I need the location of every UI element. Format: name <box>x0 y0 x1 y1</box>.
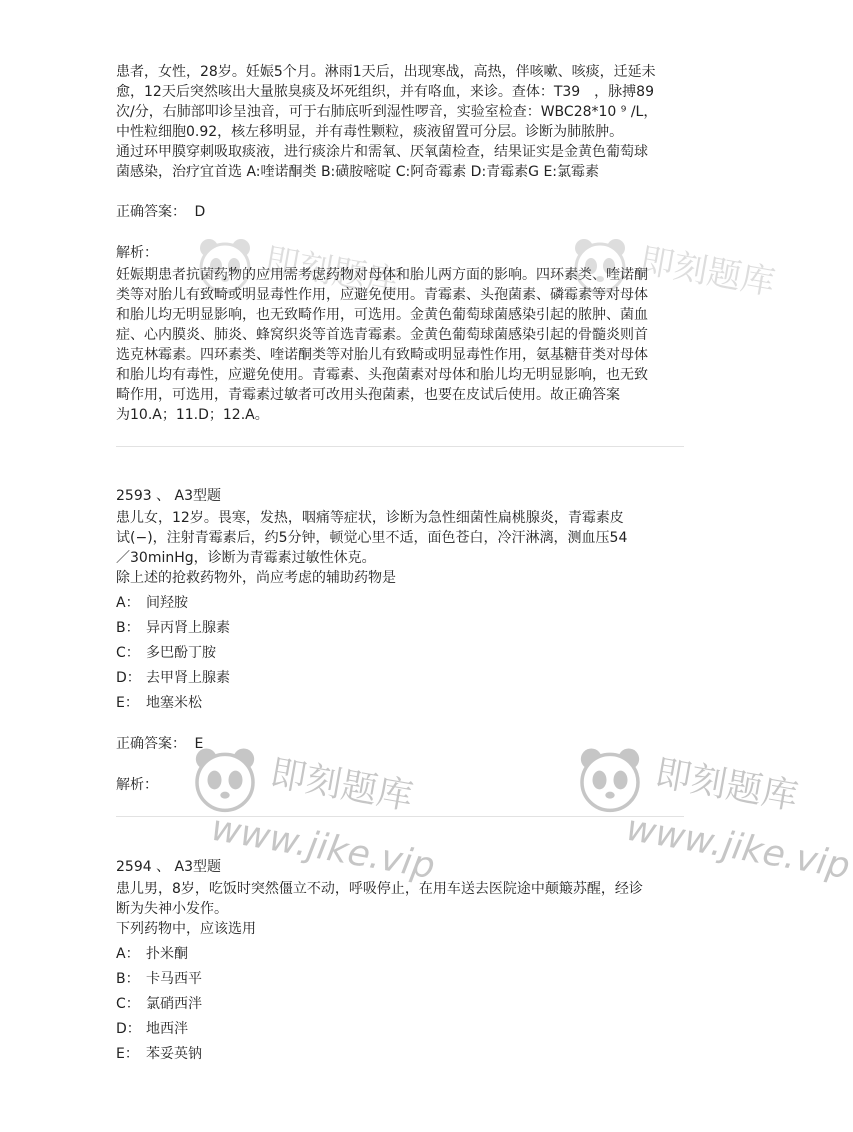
option-text: 地塞米松 <box>146 695 202 711</box>
q1-analysis-label: 解析： <box>116 245 158 261</box>
q1-analysis-line: 选克林霉素。四环素类、喹诺酮类等对胎儿有致畸或明显毒性作用，氨基糖苷类对母体 <box>116 347 648 363</box>
q3-option-a <box>116 944 188 964</box>
option-letter: D： <box>116 1021 141 1037</box>
q1-analysis-line: 为10.A；11.D；12.A。 <box>116 407 269 423</box>
answer-value: D <box>194 204 206 220</box>
q3-stem-line: 断为失神小发作。 <box>116 901 228 917</box>
option-letter: A： <box>116 595 140 611</box>
q1-stem-line: 次/分，右肺部叩诊呈浊音，可于右肺底听到湿性啰音，实验室检查：WBC28*10 ⁹ /L， <box>116 104 658 120</box>
q2-stem-line: 患儿女，12岁。畏寒，发热，咽痛等症状，诊断为急性细菌性扁桃腺炎，青霉素皮 <box>116 510 624 526</box>
q1-stem <box>116 62 691 182</box>
q3-stem-line: 患儿男，8岁，吃饭时突然僵立不动，呼吸停止，在用车送去医院途中颠簸苏醒，经诊 <box>116 881 643 897</box>
q3-header: 2594 、 A3型题 <box>116 859 222 875</box>
q1-stem-line: 愈，12天后突然咳出大量脓臭痰及坏死组织，并有咯血，来诊。查体：T39 ，脉搏89 <box>116 84 654 100</box>
q3-option-b <box>116 969 202 989</box>
q2-option-d <box>116 668 230 688</box>
option-letter: A： <box>116 946 140 962</box>
q2-option-a <box>116 593 188 613</box>
q3-stem-line: 下列药物中，应该选用 <box>116 921 256 937</box>
q1-stem-line: 中性粒细胞0.92，核左移明显，并有毒性颗粒，痰液留置可分层。诊断为肺脓肿。 <box>116 124 624 140</box>
q1-analysis-line: 和胎儿均无明显影响，也无致畸作用，可选用。金黄色葡萄球菌感染引起的脓肿、菌血 <box>116 307 648 323</box>
q1-analysis-line: 畸作用，可选用，青霉素过敏者可改用头孢菌素，也要在皮试后使用。故正确答案 <box>116 387 620 403</box>
option-letter: D： <box>116 670 141 686</box>
q1-answer <box>116 202 691 222</box>
q1-analysis-line: 类等对胎儿有致畸或明显毒性作用，应避免使用。青霉素、头孢菌素、磷霉素等对母体 <box>116 287 648 303</box>
q2-option-c <box>116 643 216 663</box>
option-text: 卡马西平 <box>146 971 202 987</box>
option-text: 氯硝西泮 <box>146 996 202 1012</box>
option-text: 去甲肾上腺素 <box>146 670 230 686</box>
q3-option-e <box>116 1044 202 1064</box>
q1-stem-line: 患者，女性，28岁。妊娠5个月。淋雨1天后，出现寒战，高热，伴咳嗽、咳痰，迁延未 <box>116 64 656 80</box>
q3-option-d <box>116 1019 188 1039</box>
option-letter: B： <box>116 971 140 987</box>
option-text: 扑米酮 <box>146 946 188 962</box>
section-divider <box>116 446 684 447</box>
q2-stem-line: 试(−)，注射青霉素后，约5分钟，顿觉心里不适，面色苍白，冷汗淋漓，测血压54 <box>116 530 628 546</box>
q2-stem-line: ／30minHg，诊断为青霉素过敏性休克。 <box>116 550 376 566</box>
answer-label: 正确答案： <box>116 736 186 752</box>
option-text: 地西泮 <box>146 1021 188 1037</box>
watermark-url: www.jike.vip <box>208 807 438 888</box>
option-text: 异丙肾上腺素 <box>146 620 230 636</box>
q3-stem <box>116 879 691 939</box>
option-text: 多巴酚丁胺 <box>146 645 216 661</box>
watermark-brand: 即刻题库 <box>636 240 778 304</box>
q1-stem-line: 菌感染，治疗宜首选 A:喹诺酮类 B:磺胺嘧啶 C:阿奇霉素 D:青霉素G E:氯霉素 <box>116 164 600 180</box>
q1-analysis <box>116 265 691 425</box>
watermark-brand: 即刻题库 <box>261 240 403 304</box>
q2-header: 2593 、 A3型题 <box>116 488 222 504</box>
option-letter: C： <box>116 645 140 661</box>
q2-stem-line: 除上述的抢救药物外，尚应考虑的辅助药物是 <box>116 570 396 586</box>
q1-analysis-line: 妊娠期患者抗菌药物的应用需考虑药物对母体和胎儿两方面的影响。四环素类、喹诺酮 <box>116 267 648 283</box>
q3-option-c <box>116 994 202 1014</box>
q1-analysis-line: 症、心内膜炎、肺炎、蜂窝织炎等首选青霉素。金黄色葡萄球菌感染引起的骨髓炎则首 <box>116 327 648 343</box>
option-text: 间羟胺 <box>146 595 188 611</box>
option-letter: E： <box>116 695 139 711</box>
watermark-brand: 即刻题库 <box>652 752 801 819</box>
q2-answer <box>116 734 691 754</box>
option-text: 苯妥英钠 <box>146 1046 202 1062</box>
option-letter: B： <box>116 620 140 636</box>
watermark-url: www.jike.vip <box>623 807 853 888</box>
q2-analysis-label: 解析： <box>116 777 158 793</box>
option-letter: C： <box>116 996 140 1012</box>
q1-analysis-line: 和胎儿均有毒性，应避免使用。青霉素、头孢菌素对母体和胎儿均无明显影响，也无致 <box>116 367 648 383</box>
answer-value: E <box>194 736 204 752</box>
section-divider <box>116 816 684 817</box>
q2-stem <box>116 508 691 588</box>
option-letter: E： <box>116 1046 139 1062</box>
answer-label: 正确答案： <box>116 204 186 220</box>
q2-option-b <box>116 618 230 638</box>
q2-option-e <box>116 693 202 713</box>
watermark-brand: 即刻题库 <box>267 752 416 819</box>
q1-stem-line: 通过环甲膜穿刺吸取痰液，进行痰涂片和需氧、厌氧菌检查，结果证实是金黄色葡萄球 <box>116 144 648 160</box>
